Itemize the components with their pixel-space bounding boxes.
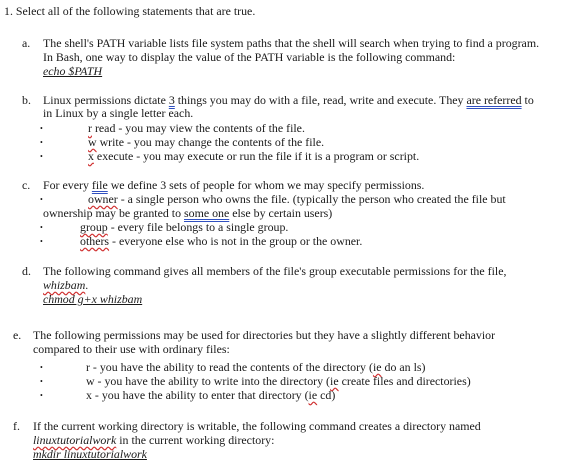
list-item: w - you have the ability to write into the directory (ie create files and directories)	[86, 374, 471, 388]
bullet-icon: •	[40, 124, 43, 133]
bullet-icon: •	[40, 391, 43, 400]
question-number: 1.	[4, 4, 13, 18]
list-item-owner: owner - a single person who owns the file. (typically the person who created the file but	[88, 192, 506, 206]
item-b-letter: b.	[22, 93, 31, 107]
item-f-line2: linuxtutorialwork in the current working directory:	[33, 433, 275, 447]
list-item: w write - you may change the contents of the file.	[88, 135, 325, 149]
item-a-line1: The shell's PATH variable lists file system paths that the shell will search when trying to find a program.	[43, 36, 540, 50]
item-f-code: mkdir linuxtutorialwork	[33, 447, 147, 461]
bullet-icon: •	[40, 223, 43, 232]
item-d-code: chmod g+x whizbam	[43, 292, 143, 306]
list-item: r - you have the ability to read the contents of the directory (ie do an ls)	[86, 360, 426, 374]
question-text: Select all of the following statements that are true.	[15, 4, 256, 18]
bullet-icon: •	[40, 377, 43, 386]
question-prompt	[4, 5, 255, 19]
list-item: x - you have the ability to enter that directory (ie cd)	[86, 388, 336, 402]
item-f-letter: f.	[13, 419, 20, 433]
item-b-line1: Linux permissions dictate 3 things you may do with a file, read, write and execute. They are referred to	[43, 93, 534, 107]
list-item-group: group - every file belongs to a single group.	[80, 220, 289, 234]
item-c-letter: c.	[22, 178, 31, 192]
item-d-line1: The following command gives all members of the file's group executable permissions for the file,	[43, 264, 507, 278]
item-b-line2: in Linux by a single letter each.	[43, 106, 194, 120]
list-item-others: others - everyone else who is not in the group or the owner.	[80, 234, 363, 248]
item-a-code: echo $PATH	[43, 64, 103, 78]
item-e-letter: e.	[13, 328, 22, 342]
bullet-icon: •	[40, 138, 43, 147]
owner-continuation: ownership may be granted to some one else by certain users)	[43, 206, 333, 220]
item-f-line1: If the current working directory is writable, the following command creates a directory named	[33, 419, 481, 433]
bullet-icon: •	[40, 363, 43, 372]
item-c-line1: For every file we define 3 sets of people for whom we may specify permissions.	[43, 178, 425, 192]
item-d-filename: whizbam.	[43, 278, 89, 292]
bullet-icon: •	[40, 195, 43, 204]
bullet-icon: •	[40, 152, 43, 161]
item-e-line2: compared to their use with ordinary files:	[33, 342, 230, 356]
bullet-icon: •	[40, 237, 43, 246]
list-item: r read - you may view the contents of the file.	[88, 121, 305, 135]
list-item: x execute - you may execute or run the file if it is a program or script.	[88, 149, 420, 163]
item-d-letter: d.	[22, 264, 31, 278]
item-e-line1: The following permissions may be used for directories but they have a slightly different behavior	[33, 328, 496, 342]
item-a-letter: a.	[22, 36, 31, 50]
item-a-line2: In Bash, one way to display the value of the PATH variable is the following command:	[43, 50, 456, 64]
